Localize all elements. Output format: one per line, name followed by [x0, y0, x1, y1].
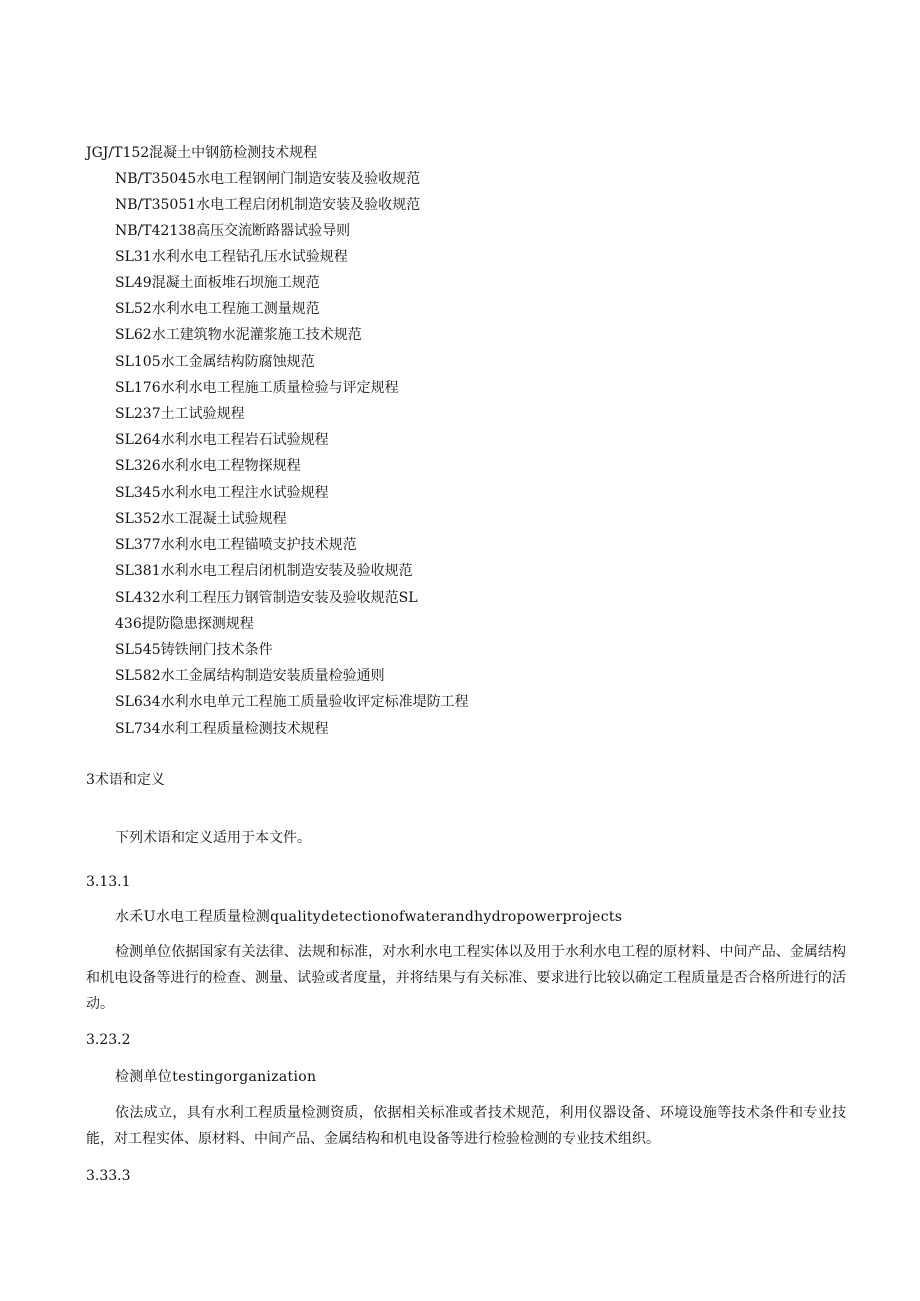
reference-item: SL582水工金属结构制造安装质量检验通则: [115, 668, 385, 684]
reference-item: SL52水利水电工程施工测量规范: [115, 301, 320, 317]
reference-item: SL31水利水电工程钻孔压水试验规程: [115, 249, 348, 265]
term-title: 水禾U水电工程质量检测qualitydetectionofwaterandhydropowerprojects: [115, 909, 623, 925]
term-number: 3.33.3: [86, 1168, 131, 1184]
term-number: 3.13.1: [86, 874, 131, 890]
term-number: 3.23.2: [86, 1032, 131, 1048]
reference-item: SL345水利水电工程注水试验规程: [115, 485, 329, 501]
reference-item: NB/T35051水电工程启闭机制造安装及验收规范: [115, 197, 421, 213]
reference-item: JGJ/T152混凝土中钢筋检测技术规程: [86, 145, 318, 161]
reference-item: SL545铸铁闸门技术条件: [115, 642, 273, 658]
reference-item: SL264水利水电工程岩石试验规程: [115, 432, 329, 448]
reference-item: NB/T42138高压交流断路器试验导则: [115, 223, 351, 239]
reference-item: SL237土工试验规程: [115, 406, 245, 422]
reference-item: SL634水利水电单元工程施工质量验收评定标准堤防工程: [115, 694, 469, 710]
reference-item: SL176水利水电工程施工质量检验与评定规程: [115, 380, 399, 396]
section-intro: 下列术语和定义适用于本文件。: [115, 830, 311, 846]
reference-item: SL62水工建筑物水泥灌浆施工技术规范: [115, 327, 362, 343]
term-definition: 检测单位依据国家有关法律、法规和标准，对水利水电工程实体以及用于水利水电工程的原材料、中间产品、金属结构和机电设备等进行的检查、测量、试验或者度量，并将结果与有关标准、要求进行比较以确定工程质量是否合格所进行的活动。: [86, 944, 846, 1012]
reference-item: NB/T35045水电工程钢闸门制造安装及验收规范: [115, 171, 421, 187]
reference-item: 436提防隐患探测规程: [115, 616, 254, 632]
reference-item: SL105水工金属结构防腐蚀规范: [115, 354, 315, 370]
reference-item: SL352水工混凝土试验规程: [115, 511, 287, 527]
term-definition: 依法成立，具有水利工程质量检测资质，依据相关标准或者技术规范，利用仪器设备、环境设施等技术条件和专业技能，对工程实体、原材料、中间产品、金属结构和机电设备等进行检验检测的专业技术组织。: [86, 1105, 846, 1147]
reference-item: SL377水利水电工程锚喷支护技术规范: [115, 537, 357, 553]
reference-item: SL326水利水电工程物探规程: [115, 458, 301, 474]
reference-item: SL432水利工程压力钢管制造安装及验收规范SL: [115, 590, 418, 606]
reference-item: SL381水利水电工程启闭机制造安装及验收规范: [115, 563, 413, 579]
reference-item: SL734水利工程质量检测技术规程: [115, 721, 329, 737]
term-title: 检测单位testingorganization: [115, 1069, 317, 1085]
section-heading: 3术语和定义: [86, 772, 165, 788]
reference-item: SL49混凝土面板堆石坝施工规范: [115, 275, 320, 291]
